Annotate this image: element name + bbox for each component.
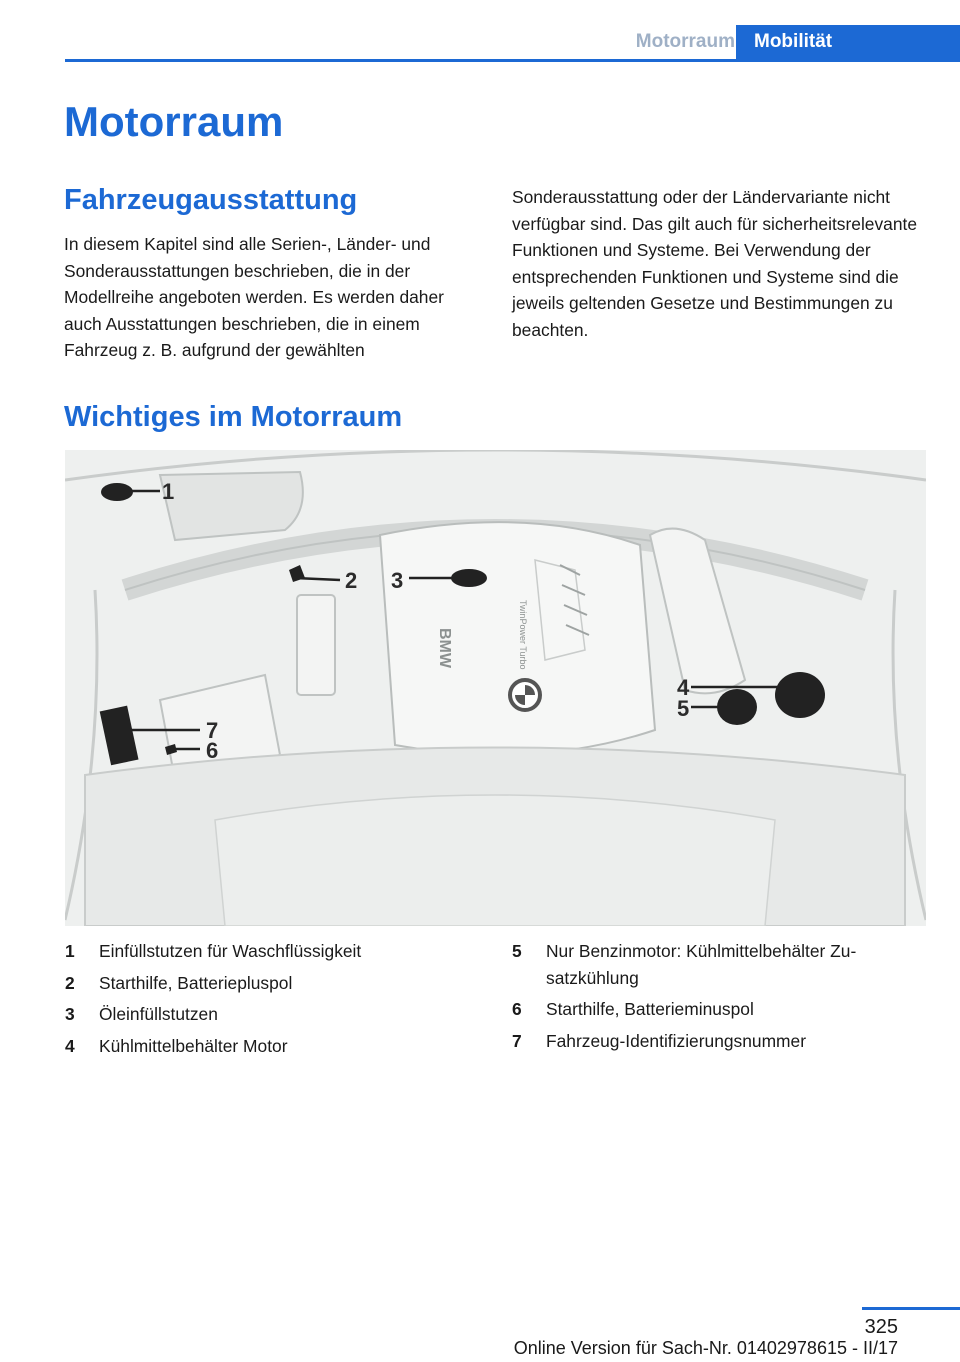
legend-number: 3: [65, 1004, 75, 1024]
header-rule: [65, 59, 960, 62]
legend-item: [512, 1028, 912, 1055]
callout-6: 6: [206, 738, 219, 763]
running-header: [65, 25, 960, 62]
callout-5: 5: [677, 696, 690, 721]
legend-left: [65, 938, 480, 1064]
legend-text: Nur Benzinmotor: Kühlmittelbehälter Zusatzkühlung: [546, 941, 857, 988]
legend-item: [512, 938, 912, 991]
legend-number: 5: [512, 941, 522, 961]
page-title: Motorraum: [64, 98, 284, 145]
callout-2: 2: [345, 568, 358, 593]
engine-bay-drawing: [65, 450, 926, 926]
engine-cover-label: TwinPower Turbo: [518, 600, 528, 670]
legend-number: 6: [512, 999, 522, 1019]
legend-text: Starthilfe, Batteriepluspol: [99, 972, 293, 993]
legend-number: 4: [65, 1035, 75, 1056]
section-heading-fahrzeugausstattung: Fahrzeugausstattung: [64, 184, 358, 216]
legend-right: [512, 938, 912, 1059]
intro-paragraph-right: Sonderausstattung oder der Ländervariante nicht verfügbar sind. Das gilt auch für sicherheitsrelevante Funktionen und Systeme. Bei Verwendung der entsprechenden Funktionen und Systeme sind die jeweils geltenden Gesetze und Bestimmungen zu beachten.: [512, 187, 918, 340]
legend-text: Kühlmittelbehälter Motor: [99, 1035, 288, 1056]
engine-cover-brand: BMW: [436, 628, 453, 668]
legend-item: [65, 938, 480, 965]
callout-4: 4: [677, 675, 690, 700]
legend-number: 1: [65, 941, 75, 961]
legend-text: Fahrzeug-Identifizierungsnummer: [546, 1030, 807, 1051]
chapter-tab[interactable]: Mobilität: [736, 25, 960, 62]
legend-number: 7: [512, 1030, 522, 1051]
legend-text: Öleinfüllstutzen: [99, 1004, 218, 1024]
callout-3: 3: [391, 568, 404, 593]
legend-item: [512, 996, 912, 1023]
legend-number: 2: [65, 972, 75, 993]
callout-7: 7: [206, 718, 219, 743]
legend-text: Einfüllstutzen für Waschflüssigkeit: [99, 941, 362, 961]
legend-item: [65, 1001, 480, 1028]
page-number: 325: [864, 1316, 898, 1338]
footer-rule: [862, 1307, 960, 1310]
engine-bay-illustration: [65, 450, 926, 926]
intro-paragraph-left: In diesem Kapitel sind alle Serien-, Länder- und Sonderausstattungen beschrieben, die in der Modellreihe angeboten werden. Es werden daher auch Ausstattungen beschrieben, die in einem Fahrzeug z. B. aufgrund der gewählten: [64, 234, 444, 360]
footer-text: Online Version für Sach-Nr. 01402978615 - II/17: [513, 1338, 898, 1358]
callout-1: 1: [162, 479, 175, 504]
legend-item: [65, 970, 480, 997]
legend-item: [65, 1033, 480, 1060]
section-tab[interactable]: Motorraum: [635, 31, 735, 52]
section-heading-motorraum: Wichtiges im Motorraum: [64, 401, 403, 433]
legend-text: Starthilfe, Batterieminuspol: [546, 999, 754, 1019]
